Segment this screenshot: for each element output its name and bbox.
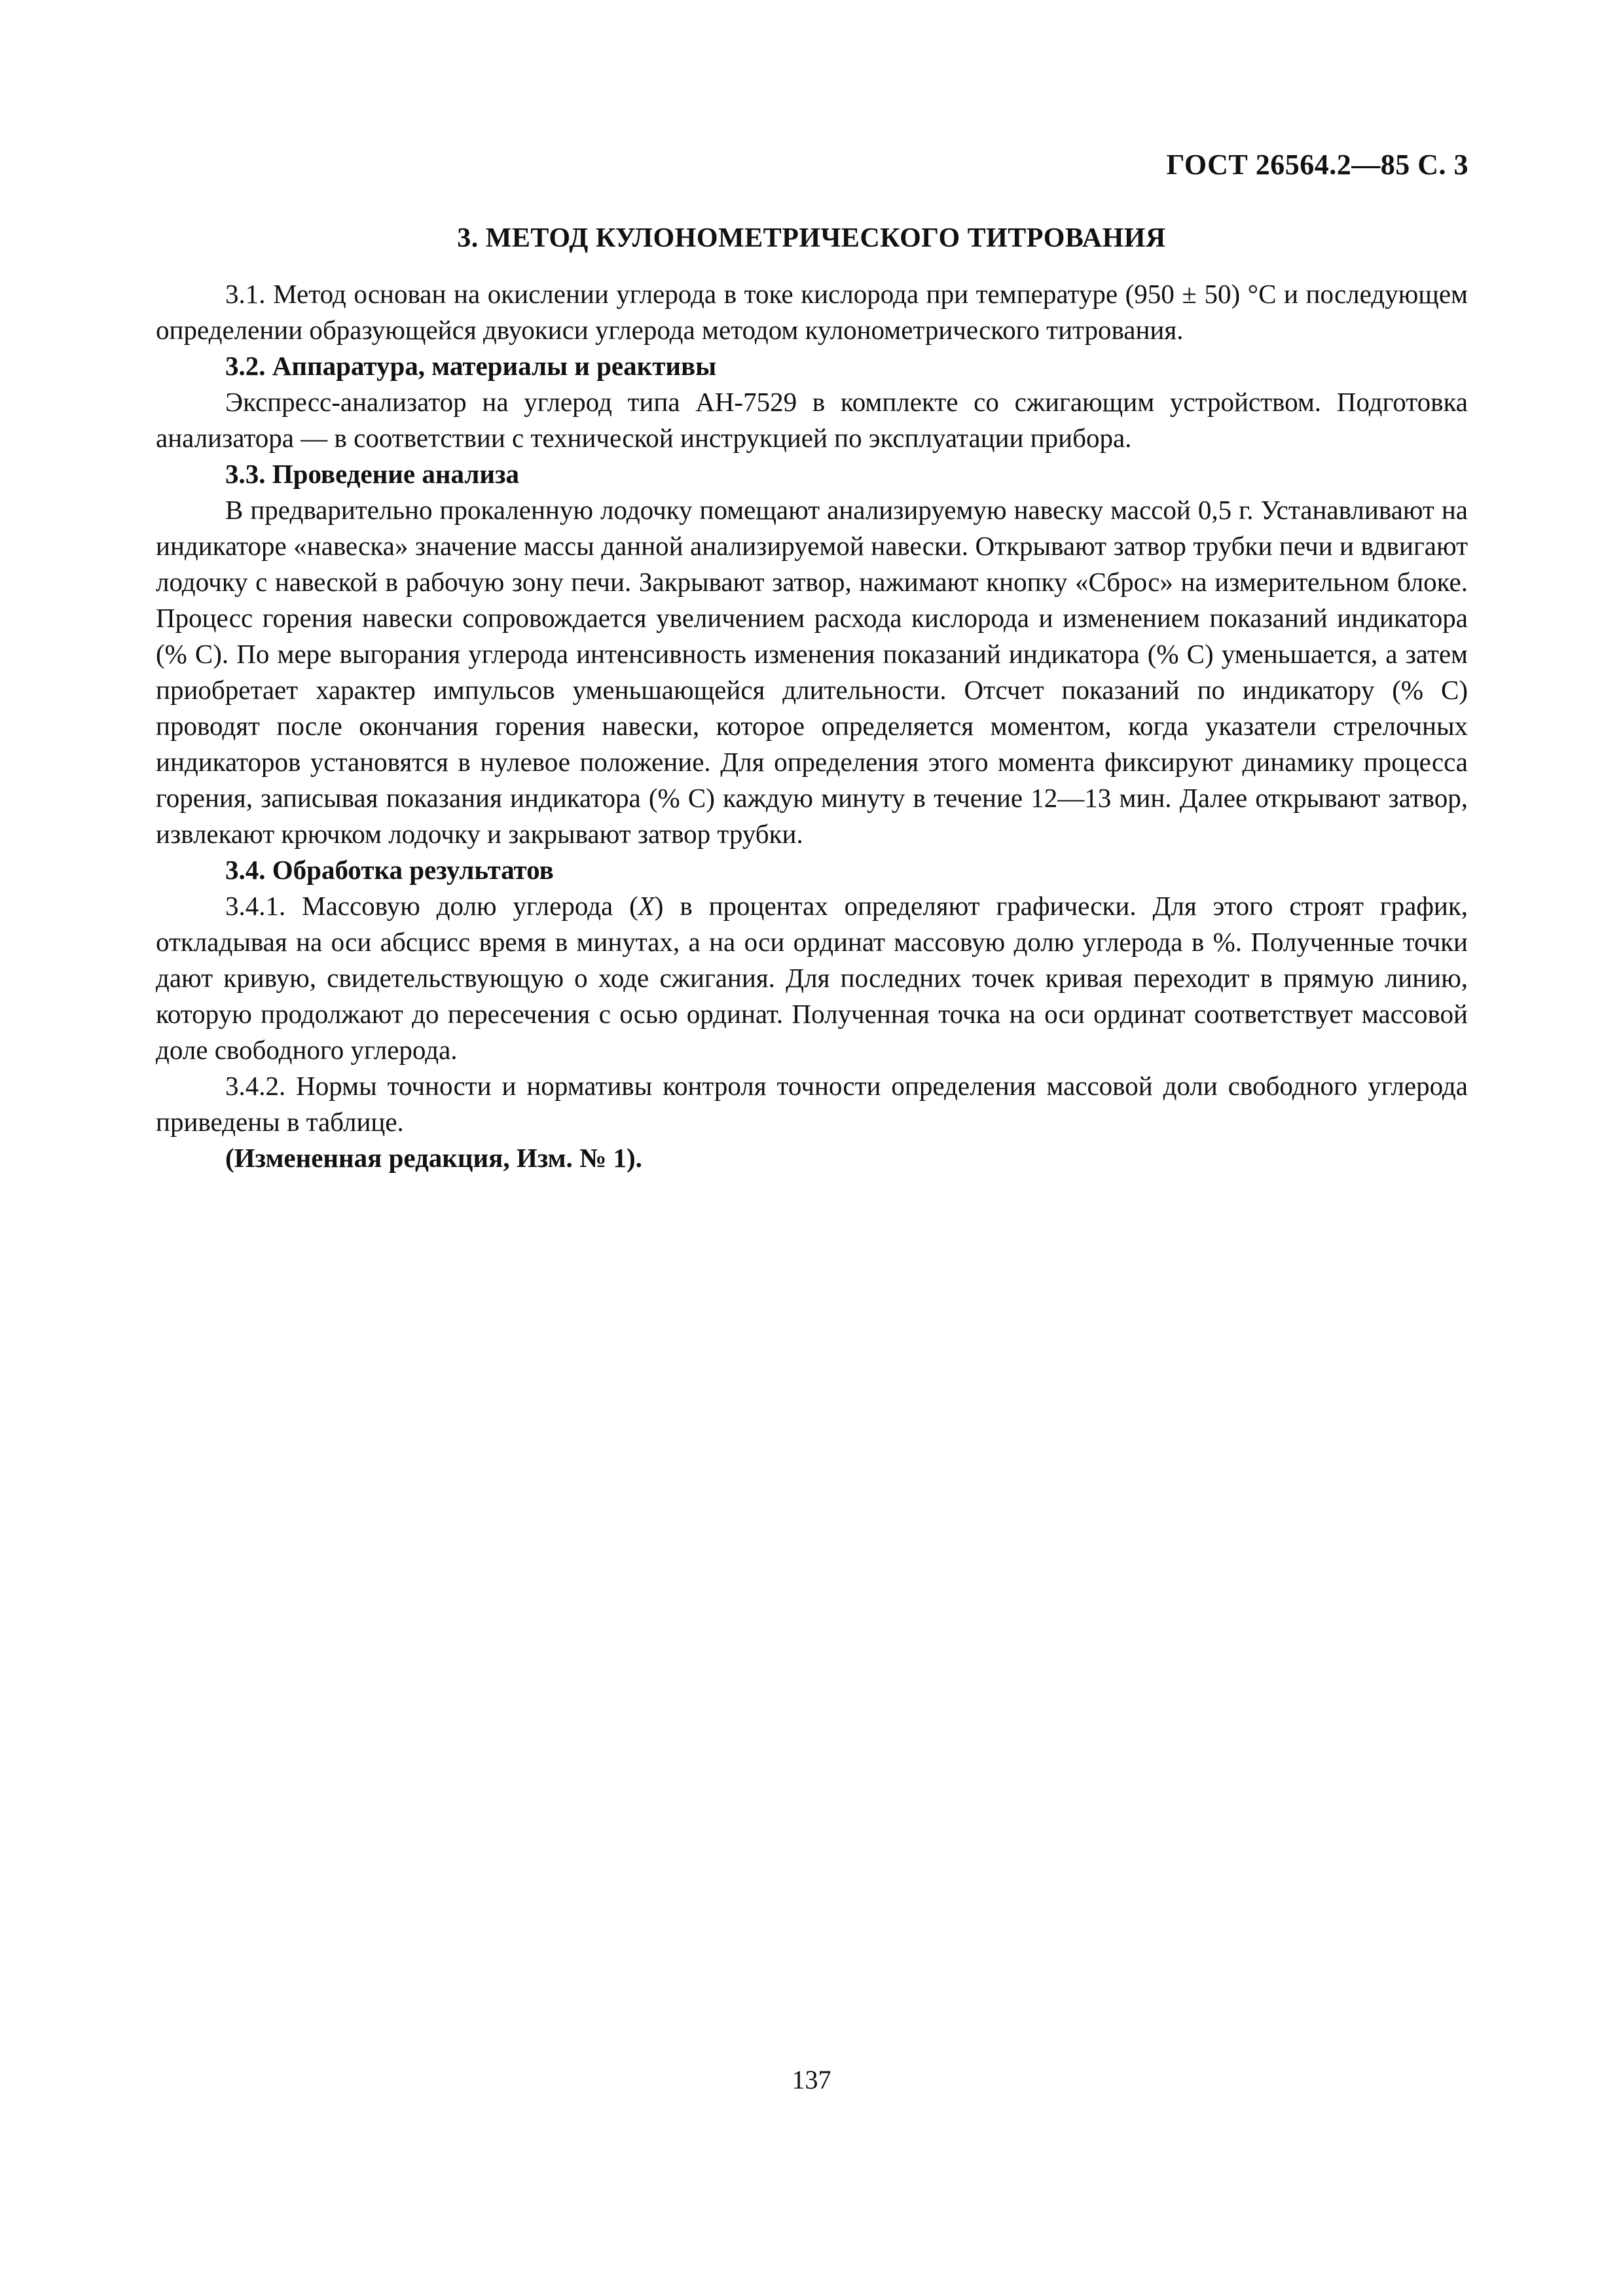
page-number: 137 [792, 2065, 831, 2094]
clause-3-2-text: Экспресс-анализатор на углерод типа АН-7529 в комплекте со сжигающим устройством. Подготовка анализатора — в соответствии с технической инструкцией по эксплуатации прибора. [156, 387, 1468, 453]
clause-3-3-text: В предварительно прокаленную лодочку помещают анализируемую навеску массой 0,5 г. Устанавливают на индикаторе «навеска» значение массы данной анализируемой навески. Открывают затвор трубки печи и вдвигают лодочку с навеской в рабочую зону печи. Закрывают затвор, нажимают кнопку «Сброс» на измерительном блоке. Процесс горения навески сопровождается увеличением расхода кислорода и изменением показаний индикатора (% С). По мере выгорания углерода интенсивность изменения показаний индикатора (% С) уменьшается, а затем приобретает характер импульсов уменьшающейся длительности. Отсчет показаний по индикатору (% С) проводят после окончания горения навески, которое определяется моментом, когда указатели стрелочных индикаторов установятся в нулевое положение. Для определения этого момента фиксируют динамику процесса горения, записывая показания индикатора (% С) каждую минуту в течение 12—13 мин. Далее открывают затвор, извлекают крючком лодочку и закрывают затвор трубки. [156, 495, 1468, 849]
section-title: 3. МЕТОД КУЛОНОМЕТРИЧЕСКОГО ТИТРОВАНИЯ [457, 223, 1166, 253]
clause-3-4-1-text-end: ) в процентах определяют графически. Для этого строят график, откладывая на оси абсцисс время в минутах, а на оси ординат массовую долю углерода в %. Полученные точки дают кривую, свидетельствующую о ходе сжигания. Для последних точек кривая переходит в прямую линию, которую продолжают до пересечения с осью ординат. Полученная точка на оси ординат соответствует массовой доле свободного углерода. [156, 891, 1468, 1065]
clause-3-4-heading: 3.4. Обработка результатов [225, 855, 554, 885]
document-body [156, 276, 1468, 1176]
clause-3-4-1-text [156, 888, 1468, 1068]
clause-3-1-text: 3.1. Метод основан на окислении углерода в токе кислорода при температуре (950 ± 50) °С и последующем определении образующейся двуокиси углерода методом кулонометрического титрования. [156, 279, 1468, 345]
clause-3-4-1-text-start: 3.4.1. Массовую долю углерода ( [225, 891, 638, 921]
clause-3-4-2-text: 3.4.2. Нормы точности и нормативы контроля точности определения массовой доли свободного углерода приведены в таблице. [156, 1071, 1468, 1137]
clause-3-3-heading: 3.3. Проведение анализа [225, 459, 519, 489]
mass-fraction-symbol: X [638, 891, 655, 921]
amendment-note: (Измененная редакция, Изм. № 1). [225, 1143, 642, 1173]
clause-3-2-heading: 3.2. Аппаратура, материалы и реактивы [225, 351, 717, 381]
document-reference: ГОСТ 26564.2—85 С. 3 [1166, 149, 1468, 181]
